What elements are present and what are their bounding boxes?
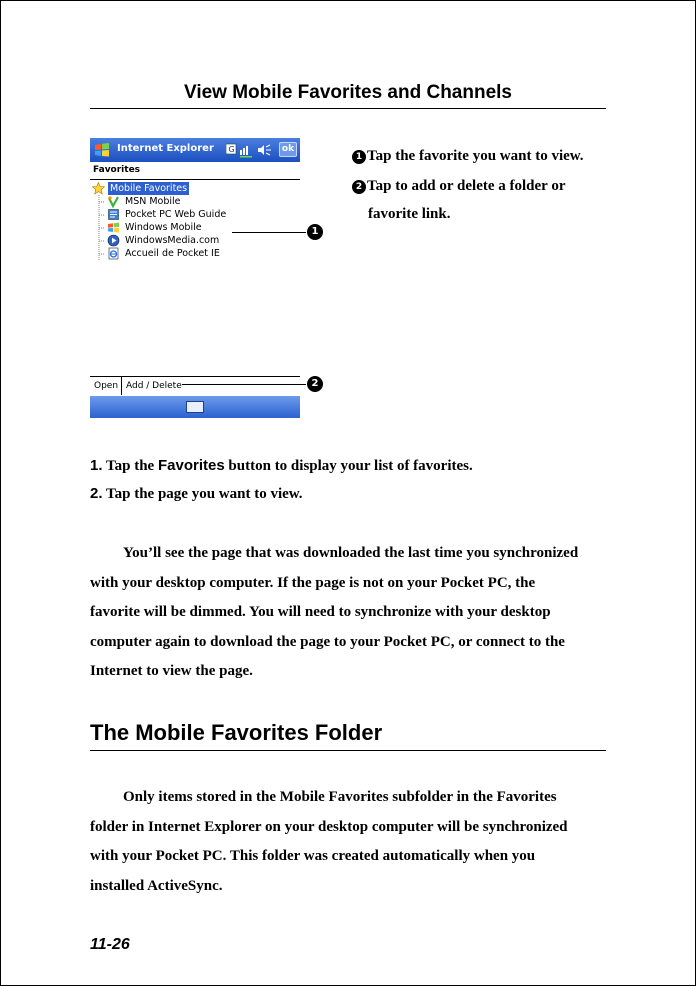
ie-title-bar: [90, 138, 300, 162]
svg-text:G: G: [228, 145, 235, 154]
para-line: Internet to view the page.: [90, 663, 253, 679]
page-title: View Mobile Favorites and Channels: [183, 82, 512, 103]
tree-item-label: WindowsMedia.com: [125, 235, 220, 246]
status-icons[interactable]: [226, 142, 276, 158]
windows-start-icon[interactable]: [93, 141, 111, 159]
tree-item-label: MSN Mobile: [125, 196, 181, 207]
paragraph-mobile-favorites-folder: [90, 783, 610, 901]
para-line: [90, 783, 610, 813]
step-number: 2.: [90, 485, 103, 502]
para-line: [90, 539, 610, 569]
star-icon: [92, 182, 105, 195]
section-title: The Mobile Favorites Folder: [90, 720, 383, 745]
step-text: Tap the page you want to view.: [106, 486, 303, 502]
tree-item-label: Accueil de Pocket IE: [125, 248, 220, 259]
favorites-rule: [90, 179, 300, 180]
callout-number: 1: [352, 150, 366, 164]
para-text: You’ll see the page that was downloaded the last time you synchronized: [123, 545, 579, 561]
callout-number: 2: [352, 180, 366, 194]
windows-flag-icon: [107, 221, 120, 234]
app-title: Internet Explorer: [117, 143, 214, 154]
title-rule: [90, 108, 606, 109]
callout-text-2: [352, 172, 602, 228]
para-line: computer again to download the page to your Pocket PC, or connect to the: [90, 633, 565, 650]
ie-page-icon: [107, 247, 120, 260]
callout-description: Tap the favorite you want to view.: [367, 148, 584, 164]
steps-list: [90, 452, 610, 508]
tree-item-label: Windows Mobile: [125, 222, 202, 233]
para-line: installed ActiveSync.: [90, 877, 223, 894]
para-line: with your Pocket PC. This folder was created automatically when you: [90, 848, 536, 864]
pocketpc-screenshot: [90, 138, 300, 418]
callout-description: Tap to add or delete a folder or: [367, 178, 566, 194]
media-player-icon: [107, 234, 120, 247]
ok-button[interactable]: ok: [279, 142, 297, 157]
favorites-header: Favorites: [93, 165, 141, 175]
step-number: 1.: [90, 457, 103, 474]
callout-marker-1: 1: [307, 224, 323, 240]
para-line: favorite will be dimmed. You will need to synchronize with your desktop: [90, 604, 551, 620]
step-text: button to display your list of favorites.: [228, 458, 473, 474]
callout-line-1: [232, 232, 306, 233]
section-rule: [90, 750, 606, 751]
callout-description-cont: favorite link.: [368, 206, 451, 222]
paragraph-synchronization: [90, 539, 610, 687]
msn-icon: [107, 195, 120, 208]
tree-item-label: Mobile Favorites: [110, 183, 188, 194]
tab-open[interactable]: Open: [90, 377, 122, 395]
favorites-term: Favorites: [157, 457, 225, 474]
step-2: [90, 480, 610, 508]
web-guide-icon: [107, 208, 120, 221]
step-1: [90, 452, 610, 480]
page-number: 11-26: [90, 936, 130, 953]
step-text: Tap the: [106, 458, 155, 474]
para-line: folder in Internet Explorer on your desktop computer will be synchronized: [90, 818, 568, 835]
callout-text-1: [352, 142, 584, 170]
tree-item-label: Pocket PC Web Guide: [125, 209, 227, 220]
callout-line-2: [182, 384, 306, 385]
para-text: Only items stored in the Mobile Favorites subfolder in the Favorites: [123, 789, 557, 805]
keyboard-icon[interactable]: [186, 401, 204, 413]
input-panel-bar: [90, 396, 300, 418]
callout-marker-2: 2: [307, 376, 323, 392]
para-line: with your desktop computer. If the page is not on your Pocket PC, the: [90, 574, 536, 591]
tab-add-delete[interactable]: Add / Delete: [126, 381, 182, 391]
